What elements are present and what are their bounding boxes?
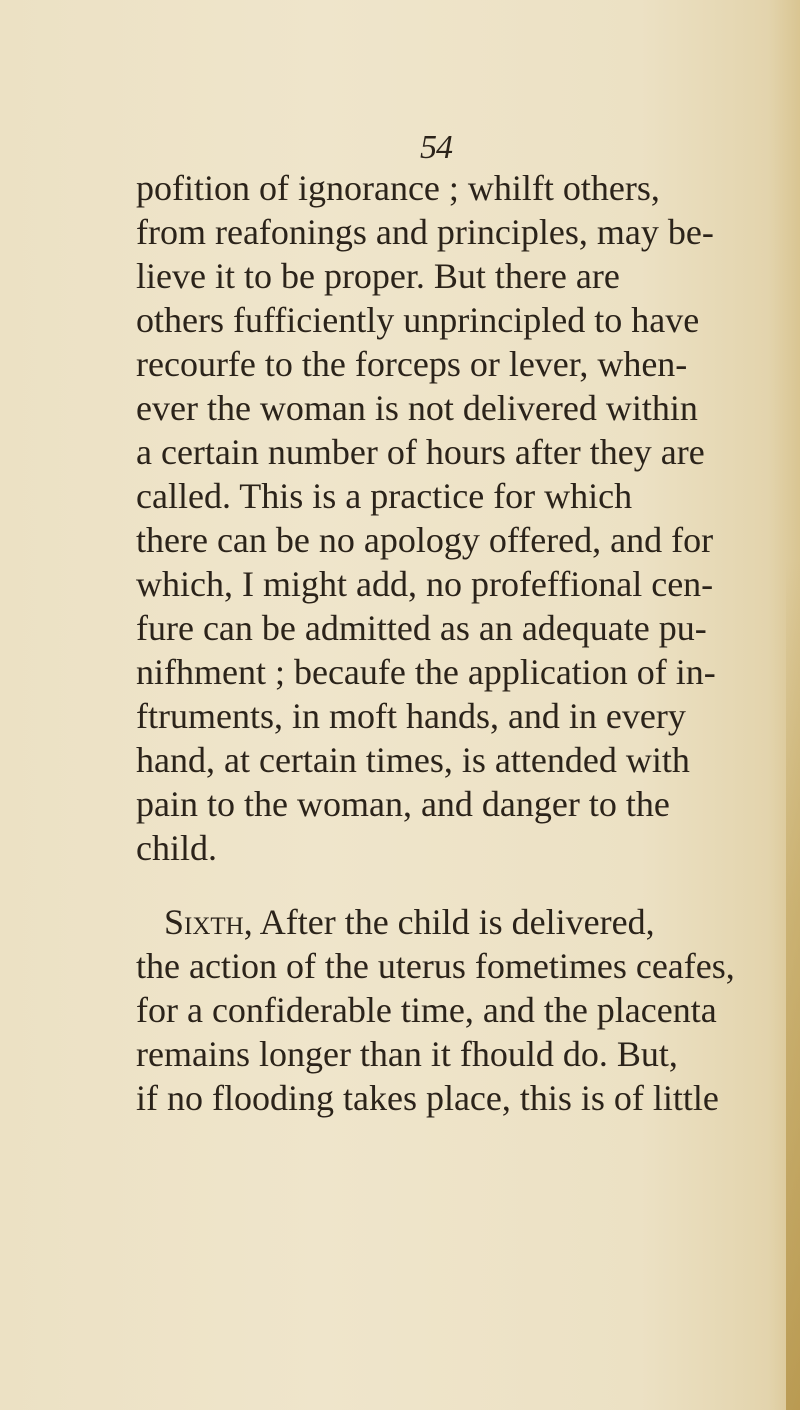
text-line: if no flooding takes place, this is of little — [136, 1078, 719, 1118]
text-line: a certain number of hours after they are — [136, 432, 705, 472]
text-line: pofition of ignorance ; whilft others, — [136, 168, 660, 208]
text-line: remains longer than it fhould do. But, — [136, 1034, 678, 1074]
text-line: from reafonings and principles, may be- — [136, 212, 714, 252]
page-edge-stain — [786, 560, 800, 1410]
text-line: hand, at certain times, is attended with — [136, 740, 690, 780]
text-line: called. This is a practice for which — [136, 476, 633, 516]
paragraph-lead-word: Sixth, — [164, 902, 253, 942]
text-line: which, I might add, no profeffional cen- — [136, 564, 714, 604]
text-line: child. — [136, 828, 217, 868]
text-line: pain to the woman, and danger to the — [136, 784, 670, 824]
text-line: ever the woman is not delivered within — [136, 388, 698, 428]
text-line: fure can be admitted as an adequate pu- — [136, 608, 707, 648]
page-number: 54 — [420, 129, 452, 166]
text-line: lieve it to be proper. But there are — [136, 256, 620, 296]
text-line: others fufficiently unprincipled to have — [136, 300, 700, 340]
text-line: the action of the uterus fometimes ceafes, — [136, 946, 735, 986]
text-line: nifhment ; becaufe the application of in- — [136, 652, 716, 692]
text-line: recourfe to the forceps or lever, when- — [136, 344, 688, 384]
text-line: for a confiderable time, and the placenta — [136, 990, 717, 1030]
paragraph-opening-line — [164, 900, 655, 944]
paragraph-lead-rest: After the child is delivered, — [252, 902, 655, 942]
text-line: ftruments, in moft hands, and in every — [136, 696, 686, 736]
text-line: there can be no apology offered, and for — [136, 520, 714, 560]
